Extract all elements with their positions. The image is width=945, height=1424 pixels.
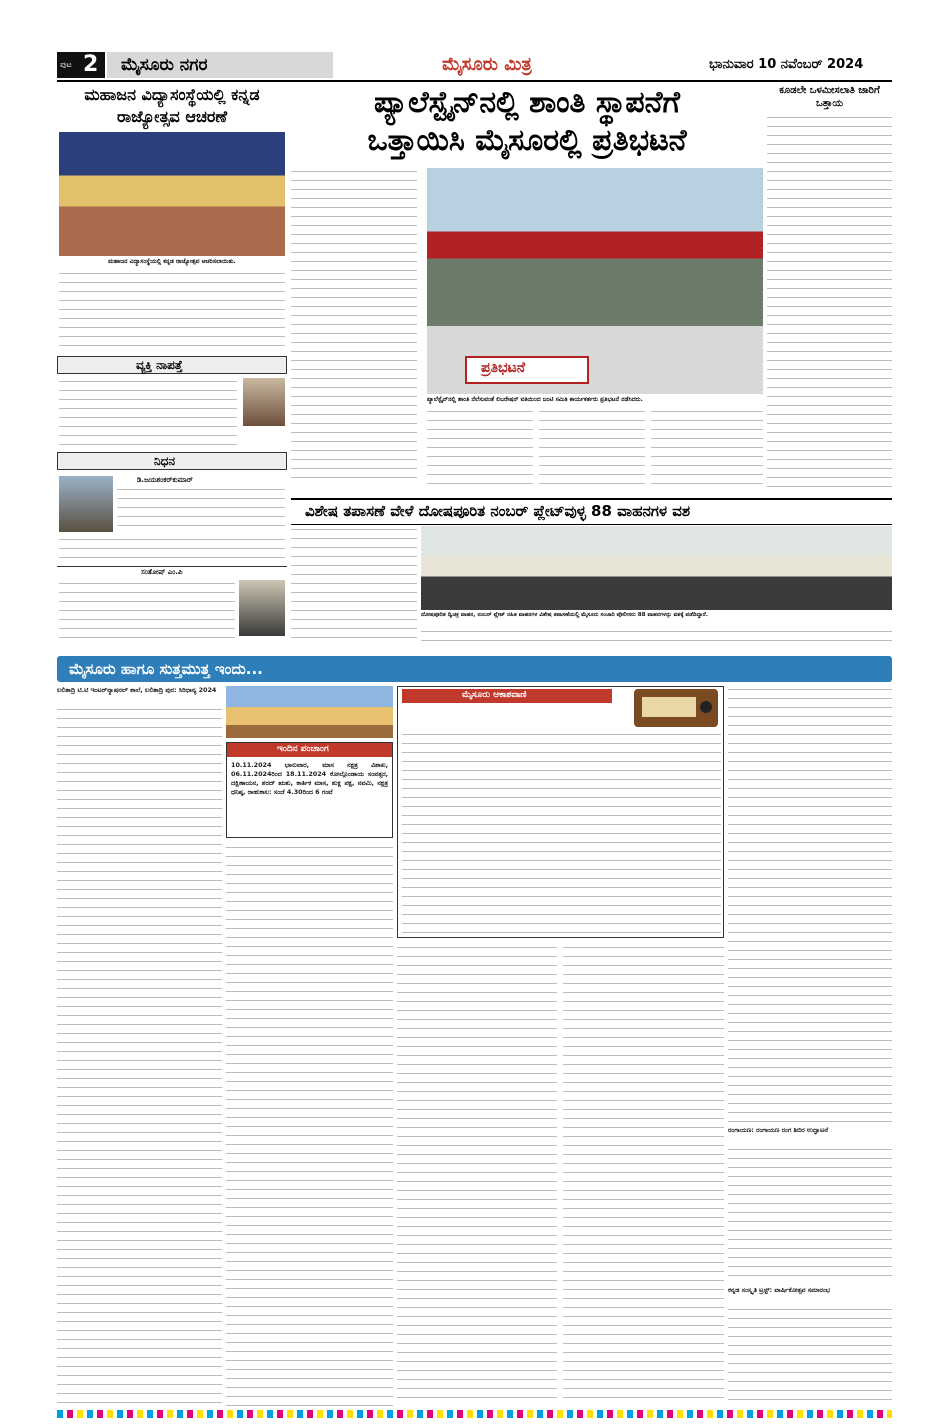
page-label: ಪುಟ xyxy=(60,60,72,69)
events-col-4-body-top xyxy=(728,686,892,1122)
mahajana-caption: ಮಹಾಜನ ವಿದ್ಯಾಸಂಸ್ಥೆಯಲ್ಲಿ ಕನ್ನಡ ರಾಜ್ಯೋತ್ಸವ ಆಚರಿಸಲಾಯಿತು. xyxy=(108,258,236,265)
panchanga-title: ಇಂದಿನ ಪಂಚಾಂಗ xyxy=(277,744,329,754)
obituary-body-2 xyxy=(59,580,235,640)
page-number: 2 xyxy=(83,52,99,77)
missing-person-photo xyxy=(243,378,285,426)
obituary-body-1b xyxy=(59,536,285,564)
radio-dial xyxy=(642,697,696,717)
events-col-3a-body xyxy=(397,944,557,1406)
events-col-4-body-mid xyxy=(728,1146,892,1282)
akashavani-title-bar xyxy=(402,689,612,703)
kudalilu-body xyxy=(767,114,892,494)
obituary-photo-2 xyxy=(239,580,285,636)
events-col-2 xyxy=(226,686,393,1406)
color-registration-marks xyxy=(57,1410,892,1418)
missing-body xyxy=(59,378,237,446)
missing-heading: ವ್ಯಕ್ತಿ ನಾಪತ್ತೆ xyxy=(136,358,183,372)
panchanga-text: 10.11.2024 ಭಾನುವಾರ, ಮಾಸ ನಕ್ಷತ್ರ ವಿಶಾಖ, 06.11.2024ರಿಂದ 18.11.2024 ಕೋಲ್ಗೊಂಡಾಯ ಸಂವತ್ಸರ, ದಕ್ಷಿಣಾಯನ, ಶರದ್ ಋತು, ಕಾರ್ತಿಕ ಮಾಸ, ಶುಕ್ಲ ಪಕ್ಷ, ನವಮಿ, ನಕ್ಷತ್ರ ಧನಿಷ್ಠ, ರಾಹುಕಾಲ: ಸಂಜೆ 4.30ರಿಂದ 6 ಗಂಟೆ xyxy=(231,761,388,796)
kudalilu-story xyxy=(767,84,892,496)
kudalilu-headline: ಕೂಡಲೇ ಒಳಮೀಸಲಾತಿ ಜಾರಿಗೆ ಒತ್ತಾಯ xyxy=(779,85,880,109)
palestine-headline-1: ಪ್ಯಾಲೆಸ್ಟೈನ್‌ನಲ್ಲಿ ಶಾಂತಿ ಸ್ಥಾಪನೆಗೆ xyxy=(374,85,680,120)
events-col-2-body xyxy=(226,844,393,1406)
vehicles-headline-bar xyxy=(291,498,892,525)
issue-date: ಭಾನುವಾರ 10 ನವೆಂಬರ್ 2024 xyxy=(709,57,864,72)
vehicles-story xyxy=(291,498,892,650)
event-item-2: ರಂಗಾಯಣ: ರಂಗಾಯಣ ರಂಗ ಶಿಬಿರ ಉದ್ಘಾಟನೆ xyxy=(728,1126,829,1134)
palestine-caption: ಪ್ಯಾಲೆಸ್ಟೈನ್‌ನಲ್ಲಿ ಶಾಂತಿ ನೆಲೆಸುವಂತೆ ಲಿಬರೇಷನ್ ವತಿಯಿಂದ ಜಂಟಿ ಸಮಿತಿ ಕಾರ್ಯಕರ್ತರು ಪ್ರತಿಭಟನೆ ನಡೆಸಿದರು. xyxy=(427,396,643,403)
events-col-1-body xyxy=(57,706,222,1406)
radio-icon xyxy=(634,689,718,727)
radio-knob xyxy=(700,701,712,713)
protest-banner-text: ಪ್ರತಿಭಟನೆ xyxy=(481,360,526,376)
akashavani-title: ಮೈಸೂರು ಆಕಾಶವಾಣಿ xyxy=(462,690,527,700)
akashavani-body xyxy=(402,731,721,935)
mahajana-photo xyxy=(59,132,285,256)
section-tab xyxy=(107,52,333,78)
palestine-body-col3 xyxy=(539,408,645,488)
events-col-3 xyxy=(397,686,724,1406)
mahajana-story xyxy=(57,84,287,354)
missing-person-story xyxy=(57,356,287,448)
events-col-3b-body xyxy=(563,944,724,1406)
events-banner xyxy=(57,656,892,682)
vehicles-body-col1 xyxy=(291,526,417,644)
header-rule xyxy=(57,80,892,82)
obituary-story xyxy=(57,452,287,654)
obituary-person-1: ಡಿ.ಜಯಶಂಕರ್‌ಕುಮಾರ್ xyxy=(137,476,193,484)
obituary-heading: ನಿಧನ xyxy=(154,454,176,468)
palestine-photo xyxy=(427,168,763,394)
vehicles-headline: ವಿಶೇಷ ತಪಾಸಣೆ ವೇಳೆ ದೋಷಪೂರಿತ ನಂಬರ್ ಪ್ಲೇಟ್‌ವುಳ್ಳ 88 ವಾಹನಗಳ ವಶ xyxy=(305,502,691,520)
event-item-1: ಲಲಿತಾದ್ರಿ ಟಿ.ಟಿ ಇಂಟರ್‌ನ್ಯಾಷನಲ್ ಶಾಲೆ, ಲಲಿತಾದ್ರಿ ಪುರ: ಸಿರಿಧಾನ್ಯ 2024 xyxy=(57,686,217,694)
mahajana-body xyxy=(59,270,285,354)
palace-image xyxy=(226,686,393,738)
obituary-heading-box xyxy=(57,452,287,470)
protest-banner xyxy=(465,356,589,384)
mahajana-headline: ಮಹಾಜನ ವಿದ್ಯಾಸಂಸ್ಥೆಯಲ್ಲಿ ಕನ್ನಡ ರಾಜ್ಯೋತ್ಸವ ಆಚರಣೆ xyxy=(84,85,260,126)
events-col-4-body-bot xyxy=(728,1306,892,1406)
page-header xyxy=(57,52,892,78)
obituary-photo-1 xyxy=(59,476,113,532)
palestine-headline-2: ಒತ್ತಾಯಿಸಿ ಮೈಸೂರಲ್ಲಿ ಪ್ರತಿಭಟನೆ xyxy=(367,123,687,158)
obituary-person-2: ಸಂತೋಷ್ ಎಂ.ಪಿ xyxy=(141,568,183,576)
page-number-box xyxy=(57,52,105,78)
event-item-3: ಕನ್ನಡ ಸಂಸ್ಕೃತಿ ಟ್ರಸ್ಟ್: ವಾರ್ಷಿಕೋತ್ಸವ ಸಮಾರಂಭ xyxy=(728,1286,831,1294)
vehicles-photo xyxy=(421,526,892,610)
panchanga-title-bar xyxy=(227,743,392,757)
palestine-story xyxy=(291,84,763,496)
akashavani-box xyxy=(397,686,724,938)
palestine-body-col2 xyxy=(427,408,533,488)
panchanga-box xyxy=(226,742,393,838)
vehicles-caption: ದೋಷಪೂರಿತ ದ್ವಿಚಕ್ರ ವಾಹನ, ನಂಬರ್ ಪ್ಲೇಟ್ ರಹಿತ ವಾಹನಗಳ ವಿಶೇಷ ತಪಾಸಣೆಯಲ್ಲಿ ಮೈಸೂರು ಸಂಚಾರಿ ಪೊಲೀಸರು 88 ವಾಹನಗಳನ್ನು ವಶಕ್ಕೆ ಪಡೆದಿದ್ದಾರೆ. xyxy=(421,612,708,618)
section-title: ಮೈಸೂರು ನಗರ xyxy=(121,55,208,75)
vehicles-body-col2 xyxy=(421,628,892,646)
masthead: ಮೈಸೂರು ಮಿತ್ರ xyxy=(442,54,532,75)
obituary-body-1 xyxy=(117,486,285,534)
events-col-4 xyxy=(728,686,892,1406)
events-col-1 xyxy=(57,686,222,1406)
events-banner-text: ಮೈಸೂರು ಹಾಗೂ ಸುತ್ತಮುತ್ತ ಇಂದು... xyxy=(69,660,263,678)
missing-heading-box xyxy=(57,356,287,374)
palestine-body-col4 xyxy=(651,408,763,488)
obituary-subhead-2 xyxy=(57,566,287,579)
palestine-body-col1 xyxy=(291,168,417,486)
